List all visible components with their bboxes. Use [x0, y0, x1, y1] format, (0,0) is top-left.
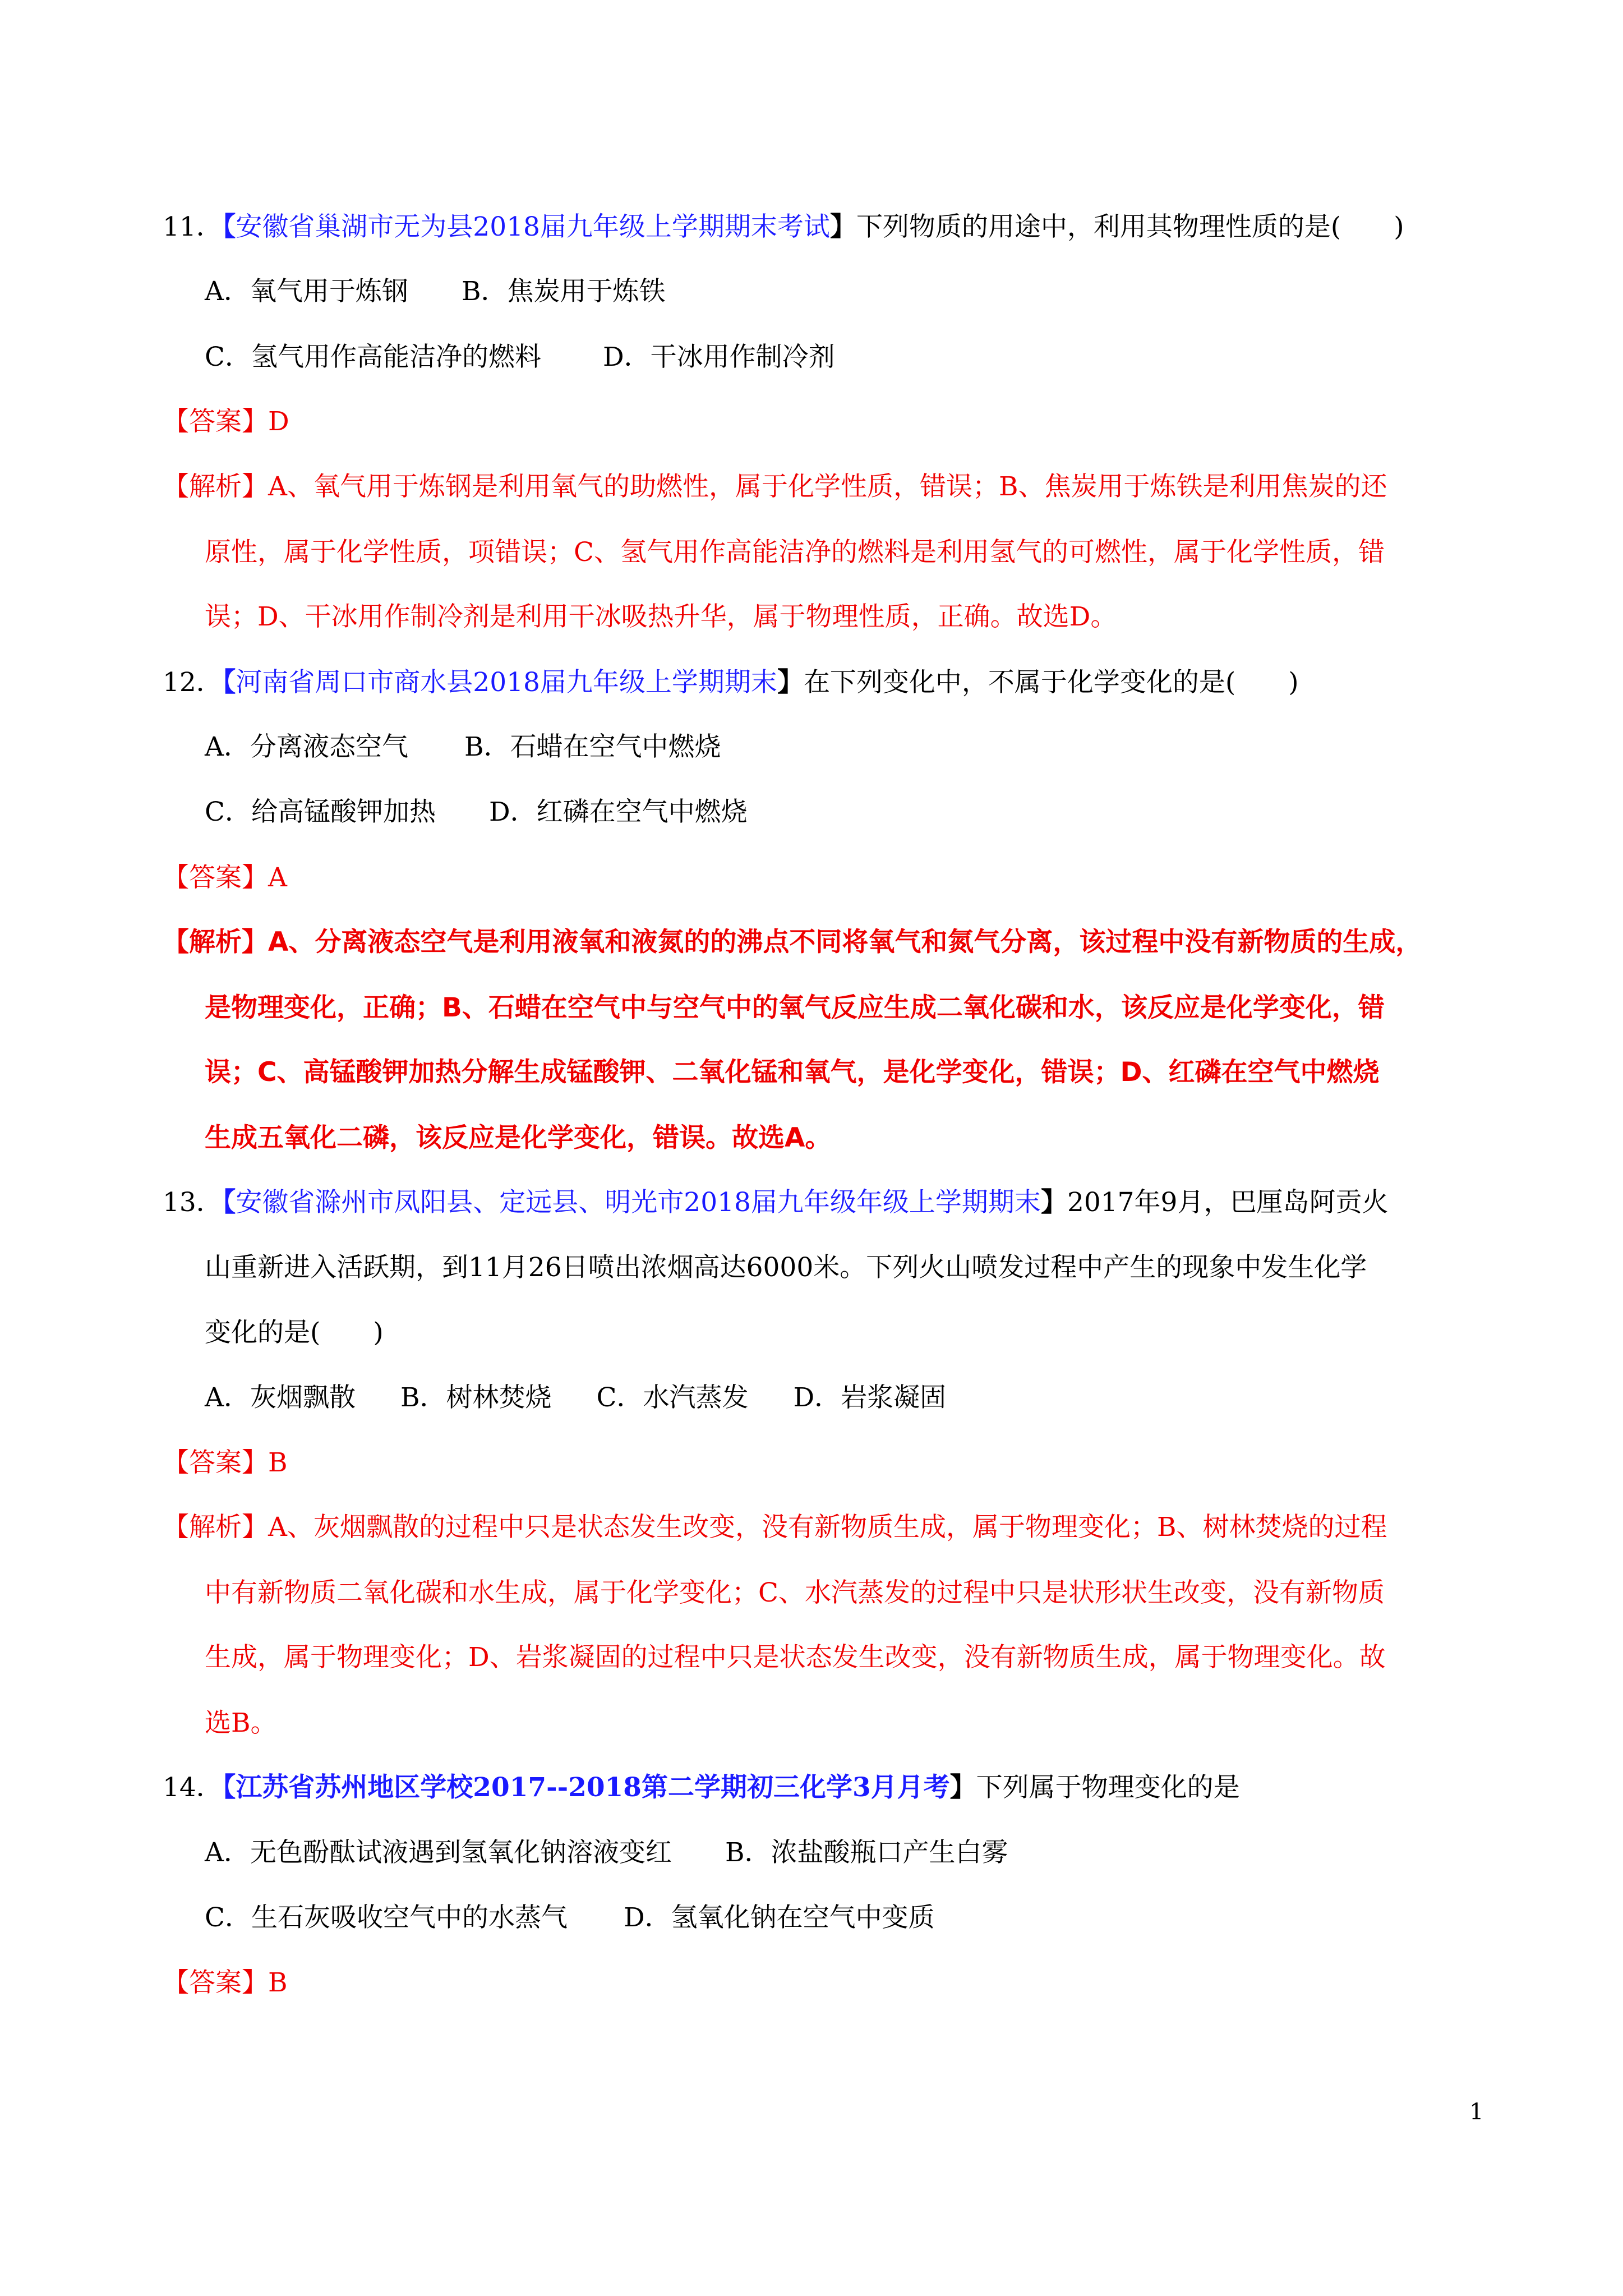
question-11-options-row-2 — [205, 341, 1623, 374]
option-c: C．水汽蒸发 — [596, 1382, 749, 1413]
option-a: A．无色酚酞试液遇到氢氧化钠溶液变红 — [205, 1837, 672, 1868]
option-a: A．氧气用于炼钢 — [205, 276, 408, 307]
option-c: C．给高锰酸钾加热 — [205, 797, 436, 827]
source-bracket-close: 】 — [829, 211, 856, 242]
answer-value: A — [268, 862, 287, 893]
answer-label: 【答案】 — [163, 862, 268, 893]
question-12-analysis-line-3: 误；C、高锰酸钾加热分解生成锰酸钾、二氧化锰和氧气，是化学变化，错误；D、红磷在空气中燃烧 — [205, 1057, 1380, 1088]
question-source: 河南省周口市商水县2018届九年级上学期期末 — [236, 667, 777, 698]
question-source: 安徽省巢湖市无为县2018届九年级上学期期末考试 — [236, 211, 830, 242]
analysis-label: 【解析】 — [163, 1512, 268, 1543]
answer-value: D — [268, 406, 289, 437]
question-13-stem-line-2: 山重新进入活跃期，到11月26日喷出浓烟高达6000米。下列火山喷发过程中产生的现象中发生化学 — [205, 1252, 1367, 1283]
question-number: 11． — [163, 211, 223, 242]
question-12-options-row-1 — [205, 730, 1623, 764]
question-13-options-row-1 — [205, 1381, 1623, 1415]
source-bracket-open: 【 — [222, 1187, 236, 1218]
question-13-analysis-line-1 — [163, 1511, 1623, 1544]
page-number: 1 — [1469, 2099, 1484, 2125]
option-d: D．干冰用作制冷剂 — [602, 342, 835, 372]
source-bracket-open: 【 — [222, 1772, 236, 1803]
question-11-options-row-1 — [205, 275, 1623, 309]
analysis-label: 【解析】 — [163, 927, 268, 958]
answer-label: 【答案】 — [163, 1447, 268, 1478]
answer-value: B — [268, 1447, 288, 1478]
option-b: B．石蜡在空气中燃烧 — [464, 731, 721, 762]
option-b: B．浓盐酸瓶口产生白雾 — [725, 1837, 1008, 1868]
question-12-analysis-line-2: 是物理变化，正确；B、石蜡在空气中与空气中的氧气反应生成二氧化碳和水，该反应是化学变化，错 — [205, 992, 1385, 1023]
option-a: A．分离液态空气 — [205, 731, 408, 762]
question-stem: 下列属于物理变化的是 — [976, 1772, 1240, 1803]
question-source: 安徽省滁州市凤阳县、定远县、明光市2018届九年级年级上学期期末 — [236, 1187, 1041, 1218]
analysis-text: A、氧气用于炼钢是利用氧气的助燃性，属于化学性质，错误；B、焦炭用于炼铁是利用焦炭的还 — [268, 471, 1387, 502]
question-11-header — [163, 210, 1623, 244]
option-b: B．焦炭用于炼铁 — [461, 276, 666, 307]
question-12-options-row-2 — [205, 795, 1623, 829]
question-13-analysis-line-4: 选B。 — [205, 1708, 277, 1738]
source-bracket-open: 【 — [222, 667, 236, 698]
analysis-text: A、分离液态空气是利用液氧和液氮的的沸点不同将氧气和氮气分离，该过程中没有新物质的生成， — [268, 927, 1422, 958]
option-d: D．岩浆凝固 — [793, 1382, 947, 1413]
question-stem: 2017年9月，巴厘岛阿贡火 — [1067, 1187, 1389, 1218]
question-source: 江苏省苏州地区学校2017--2018第二学期初三化学3月月考 — [236, 1772, 950, 1803]
question-number: 13． — [163, 1187, 223, 1218]
question-12-analysis-line-1 — [163, 926, 1623, 959]
option-c: C．氢气用作高能洁净的燃料 — [205, 342, 541, 372]
source-bracket-close: 】 — [949, 1772, 976, 1803]
source-bracket-open: 【 — [222, 211, 236, 242]
question-13-analysis-line-3: 生成，属于物理变化；D、岩浆凝固的过程中只是状态发生改变，没有新物质生成，属于物理变化。故 — [205, 1642, 1386, 1673]
answer-value: B — [268, 1967, 288, 1998]
option-a: A．灰烟飘散 — [205, 1382, 356, 1413]
question-12-header — [163, 666, 1623, 700]
answer-label: 【答案】 — [163, 406, 268, 437]
question-number: 12． — [163, 667, 223, 698]
question-12-answer — [163, 861, 1623, 895]
question-11-answer — [163, 405, 1623, 439]
question-11-analysis-line-2: 原性，属于化学性质，项错误；C、氢气用作高能洁净的燃料是利用氢气的可燃性，属于化学性质，错 — [205, 537, 1385, 568]
question-14-options-row-1 — [205, 1836, 1623, 1870]
analysis-label: 【解析】 — [163, 471, 268, 502]
option-c: C．生石灰吸收空气中的水蒸气 — [205, 1902, 568, 1933]
answer-label: 【答案】 — [163, 1967, 268, 1998]
source-bracket-close: 】 — [1040, 1187, 1067, 1218]
question-11-analysis-line-3: 误；D、干冰用作制冷剂是利用干冰吸热升华，属于物理性质，正确。故选D。 — [205, 601, 1117, 632]
question-14-answer — [163, 1966, 1623, 2000]
question-13-stem-line-3: 变化的是( ) — [205, 1317, 384, 1348]
question-13-analysis-line-2: 中有新物质二氧化碳和水生成，属于化学变化；C、水汽蒸发的过程中只是状形状生改变，没有新物质 — [205, 1577, 1385, 1608]
question-14-options-row-2 — [205, 1901, 1623, 1935]
source-bracket-close: 】 — [777, 667, 804, 698]
option-d: D．氢氧化钠在空气中变质 — [623, 1902, 935, 1933]
question-14-header — [163, 1771, 1623, 1805]
question-13-header — [163, 1186, 1623, 1220]
question-13-answer — [163, 1446, 1623, 1480]
question-stem: 在下列变化中，不属于化学变化的是( ) — [803, 667, 1299, 698]
option-b: B．树林焚烧 — [400, 1382, 552, 1413]
option-d: D．红磷在空气中燃烧 — [488, 797, 748, 827]
question-stem: 下列物质的用途中，利用其物理性质的是( ) — [856, 211, 1404, 242]
question-12-analysis-line-4: 生成五氧化二磷，该反应是化学变化，错误。故选A。 — [205, 1122, 832, 1153]
question-number: 14． — [163, 1772, 223, 1803]
analysis-text: A、灰烟飘散的过程中只是状态发生改变，没有新物质生成，属于物理变化；B、树林焚烧的过程 — [268, 1512, 1387, 1543]
question-11-analysis-line-1 — [163, 470, 1623, 504]
